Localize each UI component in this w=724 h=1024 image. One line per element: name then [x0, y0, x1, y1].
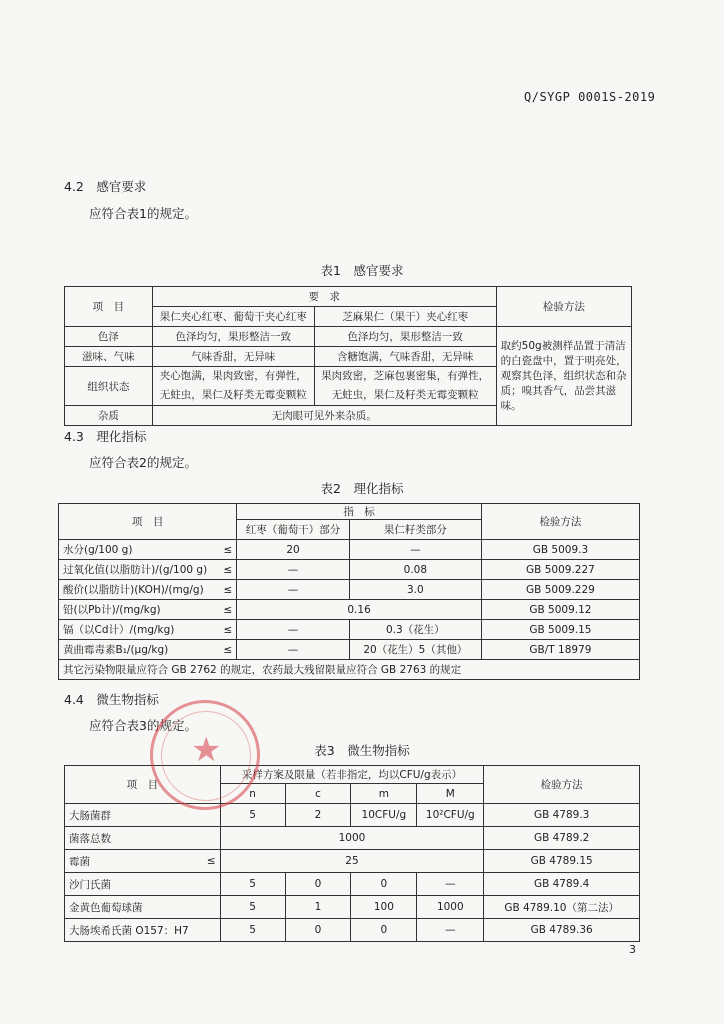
t1-header-item: 项 目 [65, 287, 153, 327]
t3-row-method: GB 4789.2 [484, 827, 640, 850]
t1-header-col2: 芝麻果仁（果干）夹心红枣 [314, 307, 496, 327]
t1-row-cell: 气味香甜，无异味 [152, 347, 314, 367]
t3-header-method: 检验方法 [484, 766, 640, 804]
table-3-caption: 表3 微生物指标 [314, 743, 410, 758]
document-number: Q/SYGP 0001S-2019 [524, 90, 656, 104]
t2-row-method: GB 5009.229 [481, 580, 639, 600]
t2-row-cell: — [237, 640, 350, 660]
section-4-4-text: 应符合表3的规定。 [89, 718, 197, 733]
t3-row-item: 霉菌 [65, 850, 195, 873]
company-seal [150, 700, 260, 810]
t2-header-col2: 果仁籽类部分 [349, 520, 481, 540]
t3-row-cell: 1 [285, 896, 351, 919]
table-3-microbiological [64, 765, 640, 942]
t1-cell-line: 果肉致密，芝麻包裹密集，有弹性， [321, 370, 490, 382]
t2-row-item: 水分(g/100 g) [59, 540, 212, 560]
t1-header-requirement: 要 求 [152, 287, 496, 307]
t2-row-cell: 20 [237, 540, 350, 560]
t1-header-method: 检验方法 [496, 287, 631, 327]
table-1-sensory [64, 286, 632, 426]
t1-row-cell: 含糖饱满，气味香甜，无异味 [314, 347, 496, 367]
t2-row-item: 黄曲霉毒素B₁/(μg/kg) [59, 640, 212, 660]
t3-row-item: 大肠菌群 [65, 804, 221, 827]
t2-header-method: 检验方法 [481, 504, 639, 540]
t2-row-symbol: ≤ [211, 620, 237, 640]
t2-row-item: 镉（以Cd计）/(mg/kg) [59, 620, 212, 640]
t3-row-cell: 10CFU/g [351, 804, 417, 827]
t3-header-plan: 采样方案及限量（若非指定，均以CFU/g表示） [220, 766, 484, 784]
section-4-3-heading: 4.3 理化指标 [64, 429, 147, 444]
t1-row-merged: 无肉眼可见外来杂质。 [152, 406, 496, 426]
t3-row-cell: 0 [285, 919, 351, 942]
t2-row-method: GB 5009.3 [481, 540, 639, 560]
t2-row-cell: — [237, 620, 350, 640]
t3-row-cell: 0 [351, 919, 417, 942]
t1-cell-line: 夹心饱满，果肉致密，有弹性， [159, 370, 307, 382]
t3-row-item: 大肠埃希氏菌 O157：H7 [65, 919, 221, 942]
t3-row-cell: 100 [351, 896, 417, 919]
t1-row-cell [314, 367, 496, 406]
t3-row-merged: 1000 [220, 827, 484, 850]
t2-row-method: GB 5009.12 [481, 600, 639, 620]
t2-row-merged: 0.16 [237, 600, 482, 620]
t3-row-method: GB 4789.15 [484, 850, 640, 873]
t2-row-cell: — [237, 560, 350, 580]
t2-row-cell: 3.0 [349, 580, 481, 600]
seal-star-icon: ★ [191, 730, 222, 770]
t3-row-cell: 5 [220, 896, 285, 919]
t2-row-item: 铅(以Pb计)/(mg/kg) [59, 600, 212, 620]
t2-row-cell: 0.3（花生） [349, 620, 481, 640]
t1-method-text: 取约50g被测样品置于清洁的白瓷盘中，置于明亮处，观察其色泽，组织状态和杂质；嗅其香气，品尝其滋味。 [496, 327, 631, 426]
section-4-2-heading: 4.2 感官要求 [64, 179, 147, 194]
t1-row-item: 组织状态 [65, 367, 153, 406]
t2-note: 其它污染物限量应符合 GB 2762 的规定，农药最大残留限量应符合 GB 2763 的规定 [59, 660, 640, 680]
t1-row-cell [152, 367, 314, 406]
t1-row-item: 杂质 [65, 406, 153, 426]
t2-row-item: 过氧化值(以脂肪计)/(g/100 g) [59, 560, 212, 580]
t1-row-item: 滋味、气味 [65, 347, 153, 367]
t2-row-symbol: ≤ [211, 540, 237, 560]
t3-row-merged: 25 [220, 850, 484, 873]
section-4-2-text: 应符合表1的规定。 [89, 206, 197, 221]
t2-row-symbol: ≤ [211, 580, 237, 600]
table-2-caption: 表2 理化指标 [320, 481, 404, 496]
t2-row-method: GB 5009.227 [481, 560, 639, 580]
t1-header-col1: 果仁夹心红枣、葡萄干夹心红枣 [152, 307, 314, 327]
page-number: 3 [629, 943, 636, 956]
t1-row-cell: 色泽均匀，果形整洁一致 [152, 327, 314, 347]
t2-row-symbol: ≤ [211, 560, 237, 580]
section-4-4-heading: 4.4 微生物指标 [64, 692, 159, 707]
t2-row-symbol: ≤ [211, 600, 237, 620]
t3-row-cell: 0 [285, 873, 351, 896]
t2-row-item: 酸价(以脂肪计)(KOH)/(mg/g) [59, 580, 212, 600]
t3-header-n: n [220, 784, 285, 804]
t3-row-cell: 5 [220, 873, 285, 896]
t3-row-cell: — [417, 873, 484, 896]
t3-row-cell: — [417, 919, 484, 942]
t2-header-col1: 红枣（葡萄干）部分 [237, 520, 350, 540]
t2-header-item: 项 目 [59, 504, 237, 540]
t1-row-item: 色泽 [65, 327, 153, 347]
t2-row-cell: 0.08 [349, 560, 481, 580]
t2-row-cell: 20（花生）5（其他） [349, 640, 481, 660]
section-4-3-text: 应符合表2的规定。 [89, 455, 197, 470]
t3-row-cell: 2 [285, 804, 351, 827]
table-2-physicochemical [58, 503, 640, 680]
t3-row-item: 金黄色葡萄球菌 [65, 896, 221, 919]
t3-row-method: GB 4789.4 [484, 873, 640, 896]
t1-cell-line: 无蛀虫，果仁及籽类无霉变颗粒 [159, 389, 307, 401]
t2-row-method: GB 5009.15 [481, 620, 639, 640]
t3-header-M: M [417, 784, 484, 804]
t1-row-cell: 色泽均匀，果形整洁一致 [314, 327, 496, 347]
t2-row-cell: — [349, 540, 481, 560]
t3-row-method: GB 4789.10（第二法） [484, 896, 640, 919]
t1-cell-line: 无蛀虫，果仁及籽类无霉变颗粒 [331, 389, 479, 401]
t2-row-cell: — [237, 580, 350, 600]
t2-row-symbol: ≤ [211, 640, 237, 660]
t3-row-method: GB 4789.3 [484, 804, 640, 827]
t3-row-item: 菌落总数 [65, 827, 221, 850]
t3-row-method: GB 4789.36 [484, 919, 640, 942]
t3-header-m: m [351, 784, 417, 804]
t3-header-item: 项 目 [65, 766, 221, 804]
t3-row-cell: 0 [351, 873, 417, 896]
t3-row-cell: 10²CFU/g [417, 804, 484, 827]
t3-row-symbol: ≤ [194, 850, 220, 873]
t3-row-item: 沙门氏菌 [65, 873, 221, 896]
t3-row-cell: 5 [220, 804, 285, 827]
t2-row-method: GB/T 18979 [481, 640, 639, 660]
t3-row-cell: 5 [220, 919, 285, 942]
t2-header-indicator: 指 标 [237, 504, 482, 520]
t3-header-c: c [285, 784, 351, 804]
t3-row-cell: 1000 [417, 896, 484, 919]
table-1-caption: 表1 感官要求 [320, 263, 404, 278]
